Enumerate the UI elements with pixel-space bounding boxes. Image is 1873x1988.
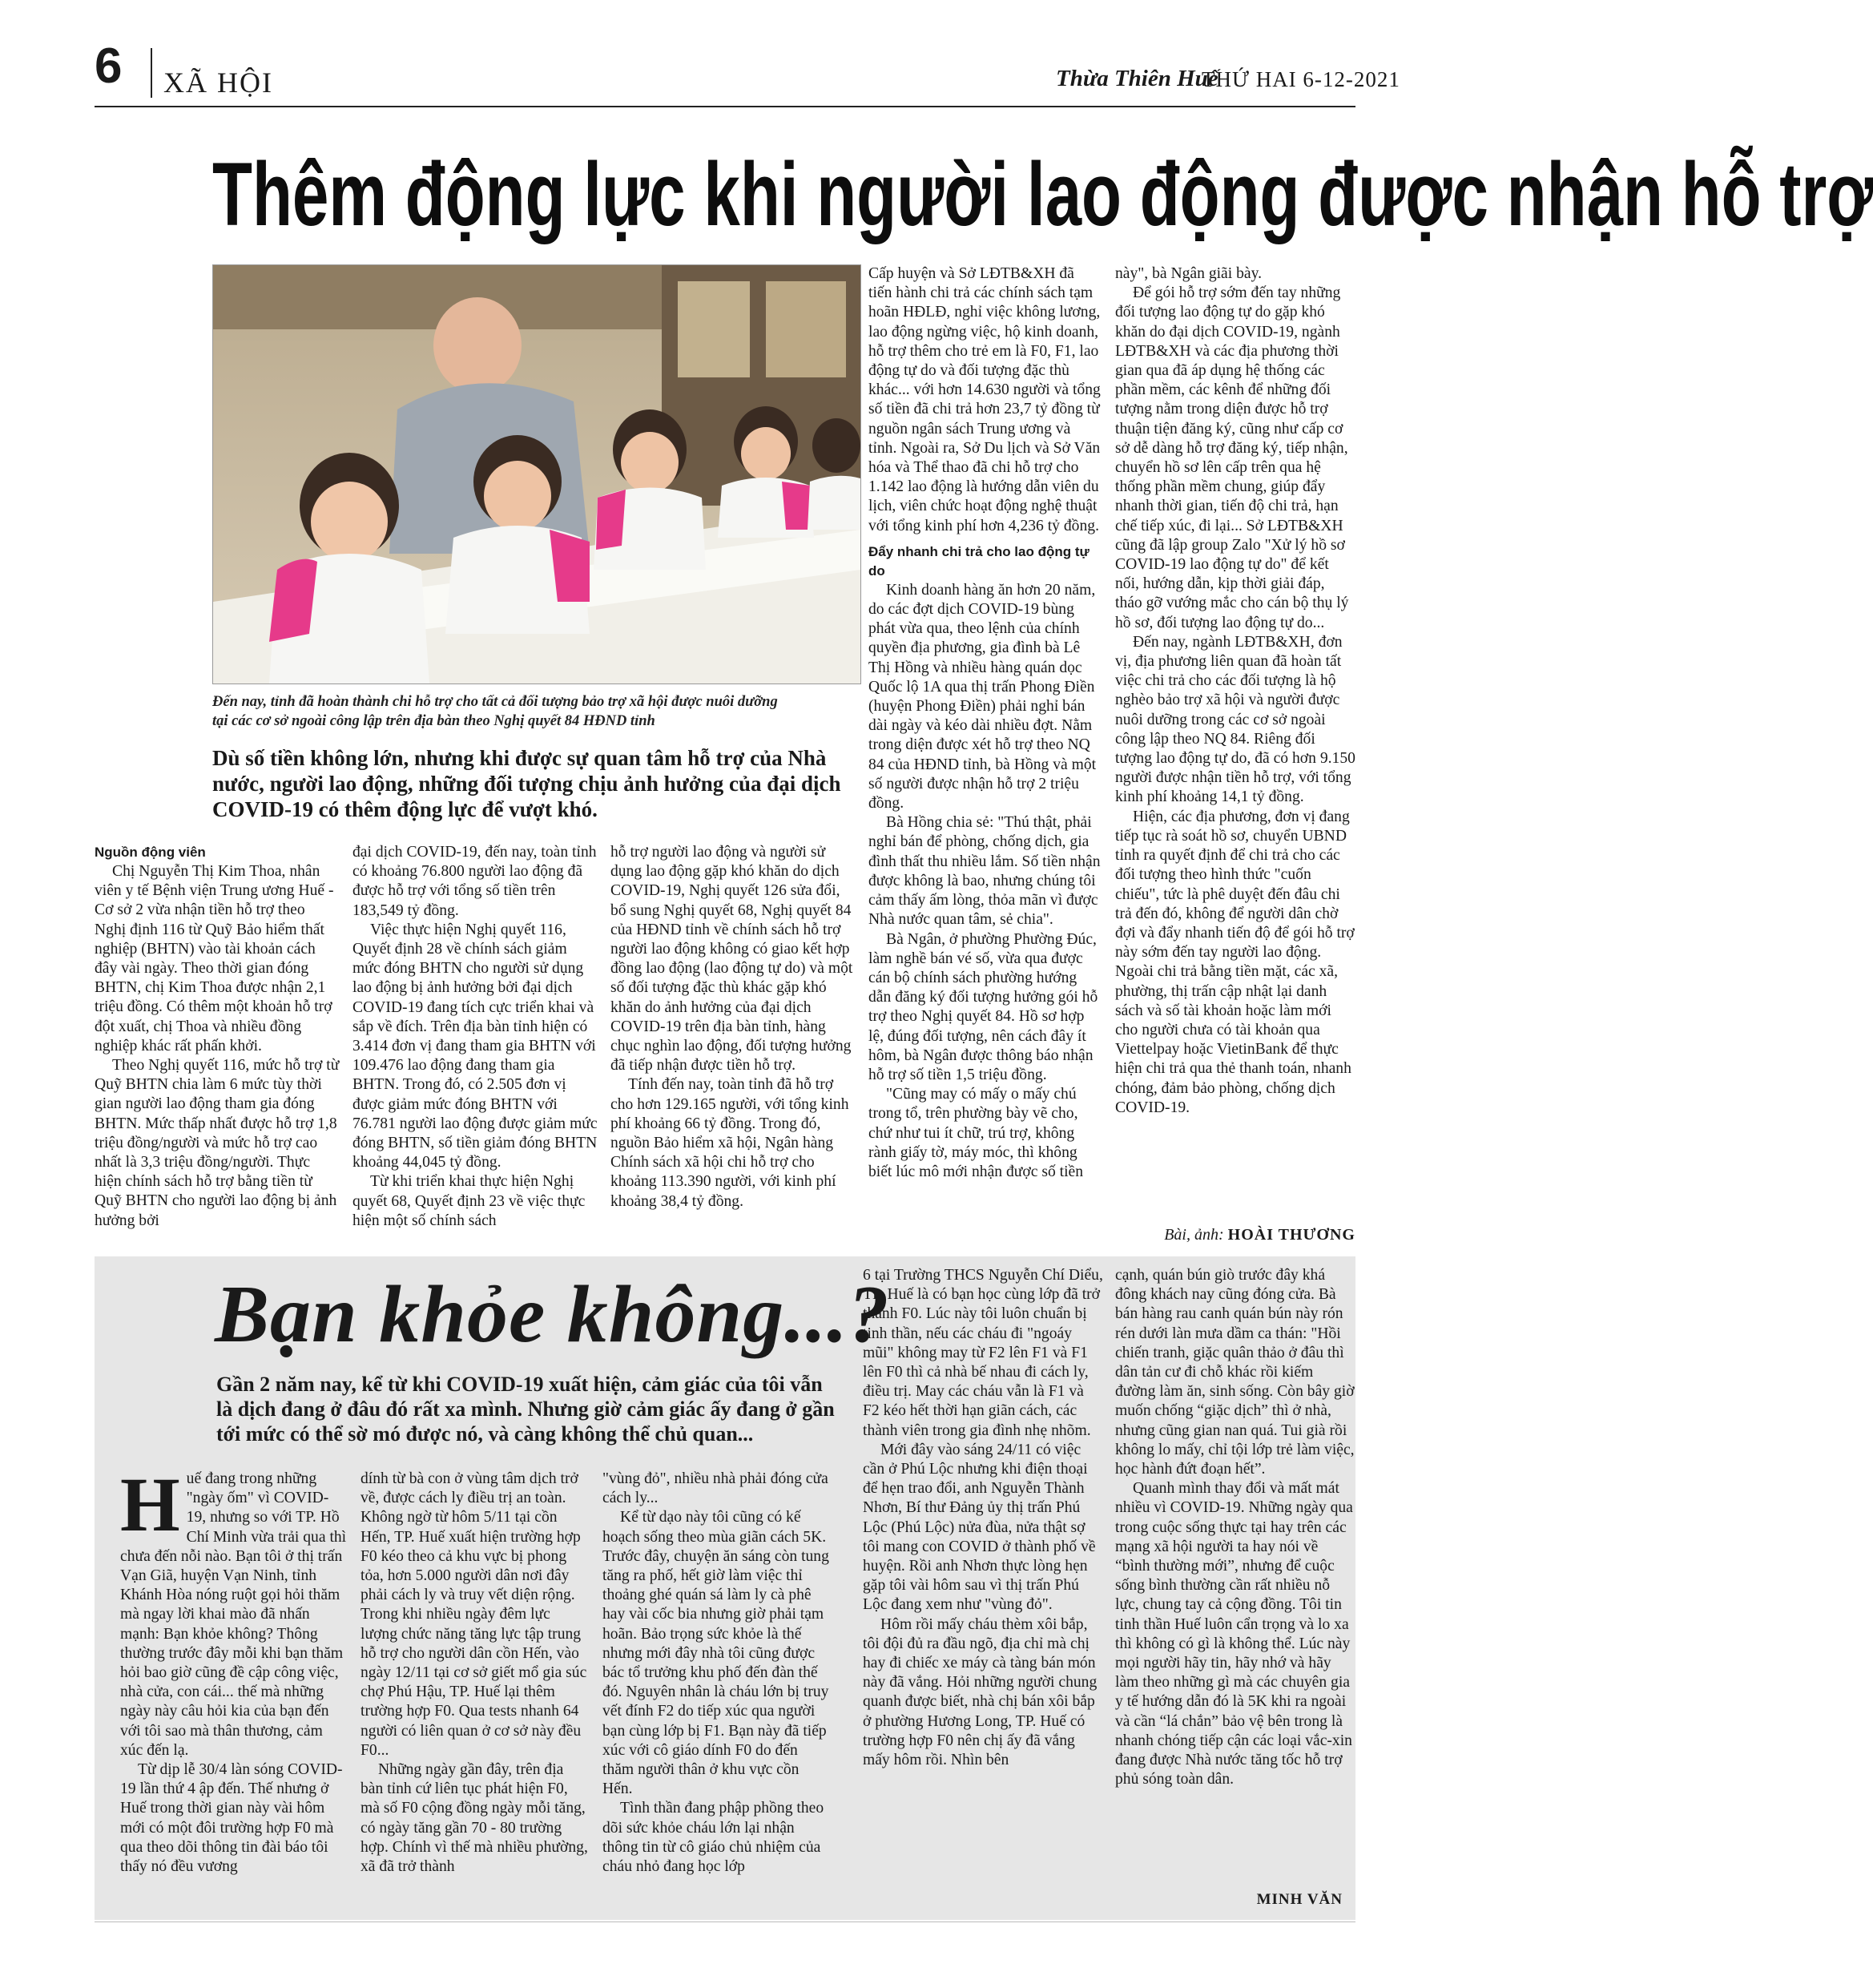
paragraph: này", bà Ngân giãi bày. [1115, 265, 1263, 282]
paragraph: Từ khi triển khai thực hiện Nghị quyết 68, Quyết định 23 về việc thực hiện một số chính sách [352, 1173, 586, 1229]
article1-byline [1114, 1226, 1355, 1244]
article1-column-2 [352, 843, 598, 1231]
paragraph: Tính đến nay, toàn tỉnh đã hỗ trợ cho hơn 129.165 người, với tổng kinh phí khoảng 66 tỷ đồng. Trong đó, nguồn Bảo hiểm xã hội, Ngân hàng Chính sách xã hội chi hỗ trợ cho khoảng 113.390 người, với kinh phí khoảng 38,4 tỷ đồng. [610, 1076, 849, 1210]
paragraph: đại dịch COVID-19, đến nay, toàn tỉnh có khoảng 76.800 người lao động đã được hỗ trợ với tổng số tiền trên 183,549 tỷ đồng. [352, 844, 597, 919]
byline-author: HOÀI THƯƠNG [1227, 1226, 1355, 1244]
paragraph: Đến nay, ngành LĐTB&XH, đơn vị, địa phương liên quan đã hoàn tất việc chi trả cho các đối tượng là hộ nghèo bảo trợ xã hội và người được nuôi dưỡng trong các cơ sở ngoài công lập theo NQ 84. Riêng đối tượng lao động tự do, đã có hơn 9.150 người được nhận tiền hỗ trợ, với tổng kinh phí khoảng 14,1 tỷ đồng. [1115, 633, 1355, 806]
subhead-nguon-dong-vien: Nguồn động viên [95, 845, 206, 860]
byline-prefix: Bài, ảnh: [1164, 1226, 1228, 1244]
newspaper-name: Thừa Thiên Huế [1056, 66, 1218, 91]
section-name: XÃ HỘI [163, 67, 273, 99]
paragraph: Hiện, các địa phương, đơn vị đang tiếp tục rà soát hồ sơ, chuyển UBND tỉnh ra quyết định để chi trả cho các đối tượng theo hình thức "cuốn chiếu", tức là phê duyệt đến đâu chi trả đến đó, không để người dân chờ đợi và đẩy nhanh tiến độ để gói hỗ trợ này sớm đến tay người lao động. Ngoài chi trả bằng tiền mặt, các xã, phường, thị trấn cập nhật lại danh sách và số tài khoản hoặc làm mới cho người chưa có tài khoản qua Viettelpay hoặc VietinBank để thực hiện chi trả qua thẻ thanh toán, nhanh chóng, đảm bảo phòng, chống dịch COVID-19. [1115, 808, 1355, 1116]
paragraph: Việc thực hiện Nghị quyết 116, Quyết định 28 về chính sách giảm mức đóng BHTN cho người sử dụng lao động bị ảnh hưởng bởi đại dịch COVID-19 đang tích cực triển khai và sắp về đích. Trên địa bàn tỉnh hiện có 3.414 đơn vị đang tham gia BHTN với 109.476 lao động đang tham gia BHTN. Trong đó, có 2.505 đơn vị được giảm mức đóng BHTN với 76.781 người lao động được giảm mức đóng BHTN, số tiền giảm đóng BHTN khoảng 44,045 tỷ đồng. [352, 921, 598, 1171]
drop-cap: H [120, 1462, 180, 1547]
issue-date: THỨ HAI 6-12-2021 [1202, 67, 1400, 91]
article1-photo [212, 264, 861, 684]
header-rule [95, 106, 1355, 107]
paragraph: Cấp huyện và Sở LĐTB&XH đã tiến hành chi trả các chính sách tạm hoãn HĐLĐ, nghỉ việc không lương, lao động ngừng việc, hộ kinh doanh, hỗ trợ thêm cho trẻ em là F0, F1, lao động tự do và đối tượng đặc thù khác... với hơn 14.630 người và tổng số tiền đã chi trả hơn 23,7 tỷ đồng từ nguồn ngân sách Trung ương và tỉnh. Ngoài ra, Sở Du lịch và Sở Văn hóa và Thể thao đã chi hỗ trợ cho 1.142 lao động là hướng dẫn viên du lịch, viên chức hoạt động nghệ thuật với tổng kinh phí hơn 4,236 tỷ đồng. [868, 265, 1101, 534]
paragraph: cạnh, quán bún giò trước đây khá đông khách nay cũng đóng cửa. Bà bán hàng rau canh quán bún này rón rén dưới làn mưa dầm ca thán: "Hồi chiến tranh, giặc quân thảo ở đâu thì dân tản cư đi chỗ khác rồi kiếm đường làm ăn, sinh sống. Còn bây giờ muốn chống “giặc dịch” thì ở nhà, nhưng cũng gian nan quá. Tui già rồi không lo mấy, chỉ tội lớp trẻ làm việc, học hành đứt đoạn hết”. [1115, 1267, 1355, 1478]
paragraph: Quanh mình thay đổi và mất mát nhiều vì COVID-19. Những ngày qua trong cuộc sống thực tại hay trên các mạng xã hội người ta hay nói về “bình thường mới”, nhưng để cuộc sống bình thường cần rất nhiều nỗ lực, chung tay cả cộng đồng. Tôi tin tinh thần Huế luôn cẩn trọng và lo xa thì không có gì là không thể. Lúc này mọi người hãy tin, hãy nhớ và hãy làm theo những gì mà các chuyên gia y tế hướng dẫn đó là 5K khi ra ngoài và cần “lá chắn” bảo vệ bên trong là nhanh chóng tiếp cận các loại vắc-xin đang được Nhà nước tăng tốc hỗ trợ phủ sóng toàn dân. [1115, 1480, 1353, 1788]
classroom-photo-icon [213, 265, 860, 684]
subhead-day-nhanh-chi-tra: Đẩy nhanh chi trả cho lao động tự do [868, 543, 1090, 579]
paragraph: Theo Nghị quyết 116, mức hỗ trợ từ Quỹ BHTN chia làm 6 mức tùy thời gian người lao động tham gia đóng BHTN. Mức thấp nhất được hỗ trợ 1,8 triệu đồng/người và mức hỗ trợ cao nhất là 3,3 triệu đồng/người. Thực hiện chính sách hỗ trợ bằng tiền từ Quỹ BHTN cho người lao động bị ảnh hưởng bởi [95, 1057, 340, 1229]
article2-lede: Gần 2 năm nay, kể từ khi COVID-19 xuất hiện, cảm giác của tôi vẫn là dịch đang ở đâu đó rất xa mình. Nhưng giờ cảm giác ấy đang ở gần tới mức có thể sờ mó được nó, và càng không thể chủ quan... [216, 1373, 835, 1446]
paragraph: Kinh doanh hàng ăn hơn 20 năm, do các đợt dịch COVID-19 bùng phát vừa qua, theo lệnh của chính quyền địa phương, gia đình bà Lê Thị Hồng và nhiều hàng quán dọc Quốc lộ 1A qua thị trấn Phong Điền (huyện Phong Điền) phải nghỉ bán dài ngày và kéo dài nhiều đợt. Nằm trong diện được xét hỗ trợ theo NQ 84 của HĐND tỉnh, bà Hồng và một số người được nhận hỗ trợ 2 triệu đồng. [868, 581, 1097, 813]
paragraph: Những ngày gần đây, trên địa bàn tỉnh cứ liên tục phát hiện F0, mà số F0 cộng đồng ngày mỗi tăng, có ngày tăng gần 70 - 80 trường hợp. Chính vì thế mà nhiều phường, xã đã trở thành [361, 1761, 588, 1876]
article1-column-5 [1115, 264, 1355, 1118]
paragraph: dính từ bà con ở vùng tâm dịch trở về, được cách ly điều trị an toàn. Không ngờ từ hôm 5/11 tại cồn Hến, TP. Huế xuất hiện trường hợp F0 kéo theo cả khu vực bị phong tỏa, hơn 5.000 người dân nơi đây phải cách ly và truy vết diện rộng. Trong khi nhiều ngày đêm lực lượng chức năng tăng lực tập trung hỗ trợ cho người dân cồn Hến, vào ngày 12/11 tại cơ sở giết mổ gia súc chợ Phú Hậu, TP. Huế lại thêm trường hợp F0. Qua tests nhanh 64 người có liên quan ở cơ sở này đều F0... [361, 1470, 587, 1759]
paragraph: Chị Nguyễn Thị Kim Thoa, nhân viên y tế Bệnh viện Trung ương Huế - Cơ sở 2 vừa nhận tiền hỗ trợ theo Nghị định 116 từ Quỹ Bảo hiểm thất nghiệp (BHTN) vào tài khoản cách đây vài ngày. Theo thời gian đóng BHTN, chị Kim Thoa được nhận 2,1 triệu đồng. Có thêm một khoản hỗ trợ đột xuất, chị Thoa và nhiều đồng nghiệp khác rất phấn khởi. [95, 863, 334, 1054]
paragraph: Để gói hỗ trợ sớm đến tay những đối tượng lao động tự do gặp khó khăn do đại dịch COVID-19, ngành LĐTB&XH và các địa phương thời gian qua đã áp dụng hệ thống các phần mềm, các kênh để những đối tượng nằm trong diện được hỗ trợ thuận tiện đăng ký, cũng như cấp cơ sở dễ dàng hỗ trợ đăng ký, tiếp nhận, chuyển hồ sơ lên cấp trên qua hệ thống phần mềm chung, giúp đẩy nhanh thời gian, tiến độ chi trả, hạn chế tiếp xúc, đi lại... Sở LĐTB&XH cũng đã lập group Zalo "Xử lý hồ sơ COVID-19 lao động tự do" để kết nối, hướng dẫn, kịp thời giải đáp, tháo gỡ vướng mắc cho cán bộ thụ lý hồ sơ, đối tượng lao động tự do... [1115, 284, 1349, 631]
article2-column-3 [602, 1470, 830, 1877]
article1-column-4 [868, 264, 1101, 1182]
photo-caption-line1: Đến nay, tỉnh đã hoàn thành chi hỗ trợ cho tất cả đối tượng bảo trợ xã hội được nuôi dưỡng [212, 694, 778, 710]
paragraph: Tình thần đang phập phồng theo dõi sức khỏe cháu lớn lại nhận thông tin từ cô giáo chủ nhiệm của cháu nhỏ đang học lớp [602, 1800, 824, 1876]
photo-caption [212, 692, 861, 731]
article1-headline: Thêm động lực khi người lao động được nhận hỗ trợ [212, 144, 1873, 244]
article2-column-5 [1115, 1266, 1355, 1789]
paragraph: Mới đây vào sáng 24/11 có việc cần ở Phú Lộc nhưng khi điện thoại để hẹn trao đổi, anh Nguyễn Thành Nhơn, Bí thư Đảng ủy thị trấn Phú Lộc (Phú Lộc) nửa đùa, nửa thật sợ tôi mang con COVID ở thành phố về huyện. Rồi anh Nhơn thực lòng hẹn gặp tôi vài hôm sau vì thị trấn Phú Lộc đang xem như "vùng đỏ". [863, 1441, 1096, 1614]
page-number: 6 [95, 38, 123, 94]
article1-lede: Dù số tiền không lớn, nhưng khi được sự quan tâm hỗ trợ của Nhà nước, người lao động, những đối tượng chịu ảnh hưởng của đại dịch COVID-19 có thêm động lực để vượt khó. [212, 746, 841, 821]
article2-column-2 [361, 1470, 588, 1877]
paragraph: Bà Hồng chia sẻ: "Thú thật, phải nghỉ bán để phòng, chống dịch, gia đình thất thu nhiều lắm. Số tiền nhận được không là bao, nhưng chúng tôi cảm thấy ấm lòng, thỏa mãn vì được Nhà nước quan tâm, sẻ chia". [868, 814, 1101, 929]
paragraph: Hôm rồi mấy cháu thèm xôi bắp, tôi đội đủ ra đầu ngõ, địa chỉ mà chị hay đi chiếc xe máy cà tàng bán món này đã vắng. Hỏi những người chung quanh được biết, nhà chị bán xôi bắp ở phường Hương Long, TP. Huế có trường hợp F0 nên chị ấy đã vắng mấy hôm rồi. Nhìn bên [863, 1615, 1098, 1769]
paragraph: hỗ trợ người lao động và người sử dụng lao động gặp khó khăn do dịch COVID-19, Nghị quyết 126 sửa đổi, bổ sung Nghị quyết 68, Nghị quyết 84 của HĐND tỉnh về chính sách hỗ trợ người lao động không có giao kết hợp đồng lao động (lao động tự do) và một số đối tượng đặc thù khác gặp khó khăn do ảnh hưởng của đại dịch COVID-19 trên địa bàn tỉnh, hàng chục nghìn lao động, đối tượng hưởng đã tiếp nhận được tiền hỗ trợ. [610, 844, 853, 1075]
paragraph: Bà Ngân, ở phường Phường Đúc, làm nghề bán vé số, vừa qua được cán bộ chính sách phường hướng dẫn đăng ký đối tượng hưởng gói hỗ trợ theo Nghị quyết 84. Hồ sơ hợp lệ, đúng đối tượng, nên cách đây ít hôm, bà Ngân được thông báo nhận hỗ trợ số tiền 1,5 triệu đồng. [868, 930, 1098, 1083]
paragraph: "Cũng may có mấy o mấy chú trong tổ, trên phường bày vẽ cho, chứ như tui ít chữ, trú trợ, không rành giấy tờ, máy móc, thì không biết lúc mô mới nhận được số tiền [868, 1086, 1084, 1180]
paragraph: "vùng đỏ", nhiều nhà phải đóng cửa cách ly... [602, 1470, 828, 1507]
article2-title: Bạn khỏe không...? [215, 1269, 890, 1360]
footer-rule [95, 1921, 1355, 1922]
paragraph: uế đang trong những "ngày ốm" vì COVID-19, nhưng so với TP. Hồ Chí Minh vừa trải qua thì chưa đến nỗi nào. Bạn tôi ở thị trấn Vạn Giã, huyện Vạn Ninh, tỉnh Khánh Hòa nóng ruột gọi hỏi thăm mà ngay lời khai mào đã nhấn mạnh: Bạn khỏe không? Thông thường trước đây mỗi khi bạn thăm hỏi bao giờ cũng đề cập công việc, nhà cửa, con cái... thế mà những ngày này câu hỏi kia của bạn đến với tôi sao mà thân thương, cảm xúc đến lạ. [120, 1470, 347, 1759]
photo-caption-line2: tại các cơ sở ngoài công lập trên địa bàn theo Nghị quyết 84 HĐND tỉnh [212, 713, 655, 729]
paragraph: 6 tại Trường THCS Nguyễn Chí Diểu, TP. Huế là có bạn học cùng lớp đã trở thành F0. Lúc này tôi luôn chuẩn bị tinh thần, nếu các cháu đi "ngoáy mũi" không may từ F2 lên F1 và F1 lên F0 thì cả nhà bế nhau đi cách ly, điều trị. May các cháu vẫn là F1 và F2 kéo hết thời hạn giãn cách, các thành viên trong gia đình nhẹ nhõm. [863, 1267, 1103, 1439]
header-divider [151, 48, 152, 98]
article1-column-3 [610, 843, 856, 1212]
article1-column-1 [95, 843, 340, 1231]
article2-column-1 [120, 1462, 348, 1877]
paragraph: Kể từ dạo này tôi cũng có kế hoạch sống theo mùa giãn cách 5K. Trước đây, chuyện ăn sáng còn tung tăng ra phố, hết giờ làm việc thỉ thoảng ghé quán sá làm ly cà phê hay vài cốc bia nhưng giờ phải tạm hoãn. Bảo trọng sức khỏe là thế nhưng mới đây nhà tôi cũng được bác tổ trưởng khu phố đến đàn thế đó. Nguyên nhân là cháu lớn bị truy vết đính F2 do tiếp xúc qua người bạn cùng lớp bị F1. Bạn này đã tiếp xúc với cô giáo dính F0 do đến thăm người thân ở khu vực cồn Hến. [602, 1509, 829, 1798]
article2-column-4 [863, 1266, 1103, 1770]
paragraph: Từ dịp lễ 30/4 làn sóng COVID-19 lần thứ 4 ập đến. Thế nhưng ở Huế trong thời gian này vài hôm mới có một đôi trường hợp F0 mà qua theo dõi thông tin đài báo tôi thấy nó đều vương [120, 1761, 343, 1876]
article2-byline: MINH VĂN [1256, 1891, 1343, 1908]
